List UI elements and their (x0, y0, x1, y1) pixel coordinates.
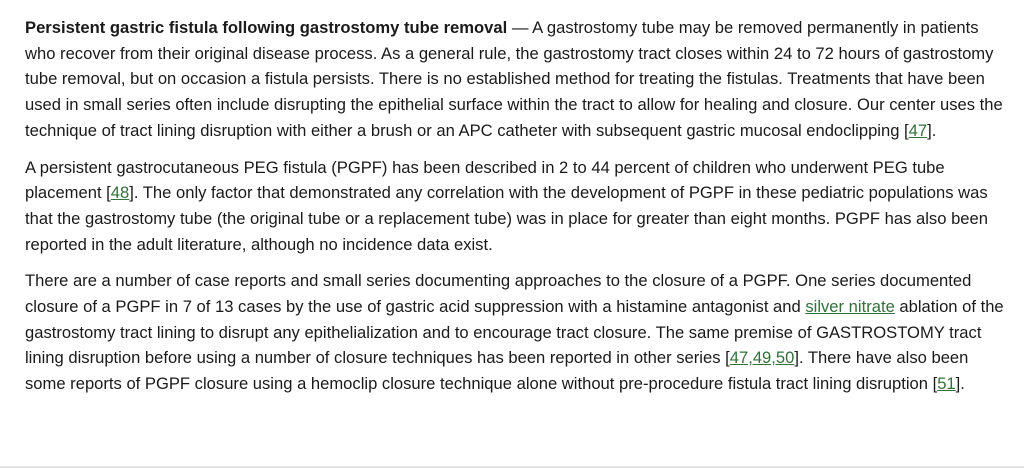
paragraph-gastric-fistula (25, 15, 1010, 144)
article-body (25, 15, 1010, 397)
paragraph-text-tail: ]. The only factor that demonstrated any correlation with the development of PGPF in these pediatric populations was that the gastrostomy tube (the original tube or a replacement tube) was in place for greater than eight months. PGPF has also been reported in the adult literature, although no incidence data exist. (25, 183, 988, 254)
paragraph-text: There are a number of case reports and small series documenting approaches to the closure of a PGPF. One series documented closure of a PGPF in 7 of 13 cases by the use of gastric acid suppression with a histamine antagonist and (25, 271, 972, 317)
paragraph-text-tail: ]. (955, 374, 965, 394)
paragraph-text: — A gastrostomy tube may be removed permanently in patients who recover from their original disease process. As a general rule, the gastrostomy tract closes within 24 to 72 hours of gastrostomy tube removal, but on occasion a fistula persists. There is no established method for treating the fistulas. Treatments that have been used in small series often include disrupting the epithelial surface within the tract to allow for healing and closure. Our center uses the technique of tract lining disruption with either a brush or an APC catheter with subsequent gastric mucosal endoclipping [ (25, 18, 1003, 140)
paragraph-text-tail: ]. (927, 120, 937, 140)
reference-link-47-49-50[interactable]: 47,49,50 (729, 348, 795, 368)
reference-link-51[interactable]: 51 (937, 374, 956, 394)
paragraph-text: ablation of the gastrostomy tract lining to disrupt any epithelialization and to encourage tract closure. The same premise of GASTROSTOMY tract lining disruption before using a number of closure techniques has been reported in other series [ (25, 297, 1004, 368)
paragraph-pgpf-closure (25, 268, 1010, 397)
paragraph-pgpf-incidence (25, 155, 1010, 258)
silver-nitrate-link[interactable]: silver nitrate (805, 297, 895, 317)
reference-link-48[interactable]: 48 (110, 183, 130, 203)
reference-link-47[interactable]: 47 (908, 120, 928, 140)
section-heading: Persistent gastric fistula following gastrostomy tube removal (25, 18, 508, 37)
paragraph-text: ]. There have also been some reports of PGPF closure using a hemoclip closure technique alone without pre-procedure fistula tract lining disruption [ (25, 348, 969, 394)
paragraph-text: A persistent gastrocutaneous PEG fistula (PGPF) has been described in 2 to 44 percent of children who underwent PEG tube placement [ (25, 157, 945, 203)
